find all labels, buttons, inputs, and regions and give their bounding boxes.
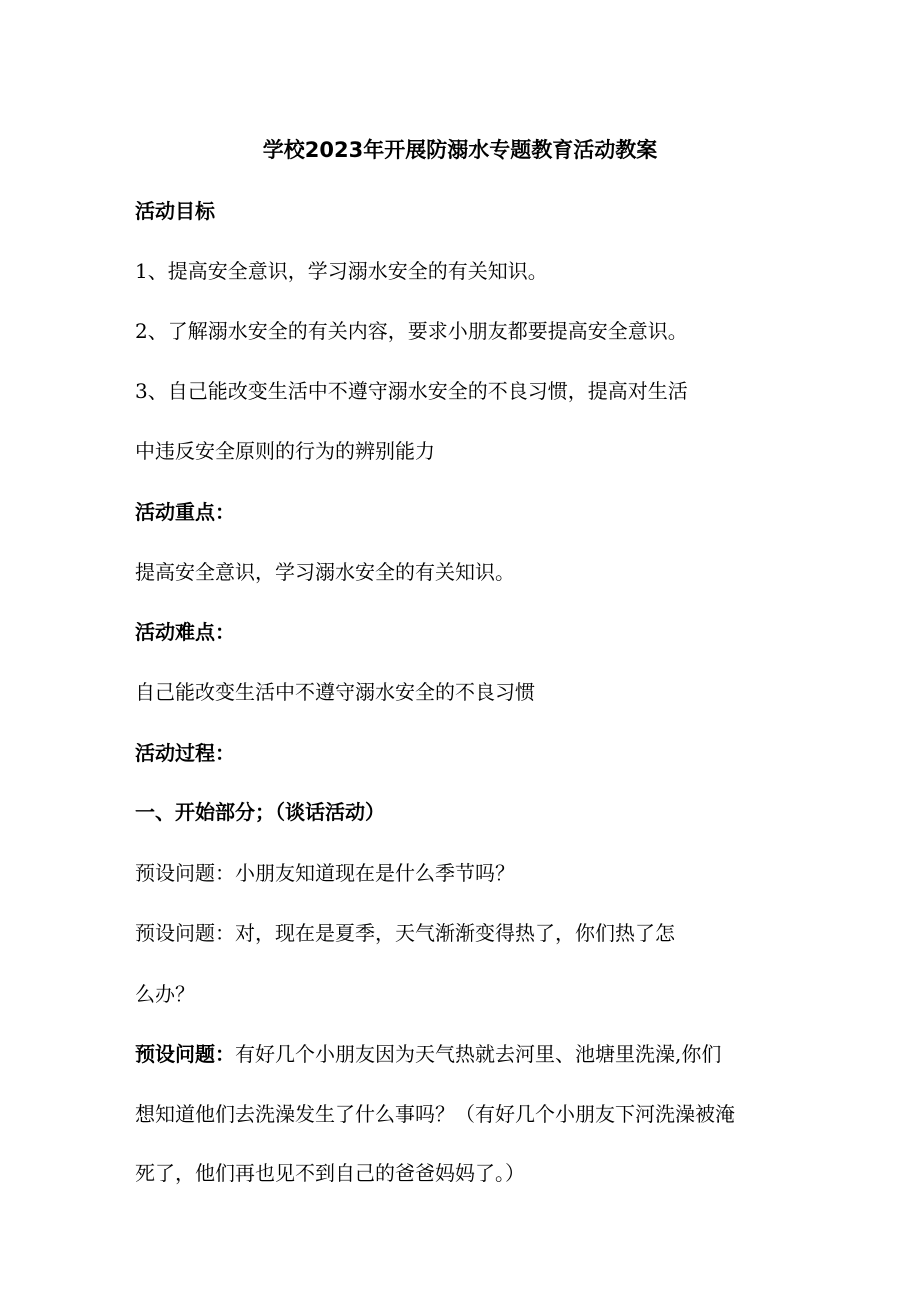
- question-3-line-1: [135, 1041, 721, 1067]
- question-3-line-3: 死了，他们再也见不到自己的爸爸妈妈了。）: [135, 1161, 525, 1185]
- goal-item-3-line-1: 3、自己能改变生活中不遵守溺水安全的不良习惯，提高对生活: [135, 379, 688, 403]
- question-1: 预设问题：小朋友知道现在是什么季节吗？: [135, 861, 515, 885]
- process-heading: 活动过程：: [135, 741, 235, 765]
- question-3-text-part-1: 有好几个小朋友因为天气热就去河里、池塘里洗澡,你们: [235, 1042, 722, 1066]
- question-3-label: 预设问题：: [135, 1042, 235, 1066]
- document-title: 学校2023年开展防溺水专题教育活动教案: [262, 138, 658, 162]
- key-point-text: 提高安全意识，学习溺水安全的有关知识。: [135, 560, 515, 584]
- question-2-line-2: 么办？: [135, 982, 195, 1006]
- goal-item-1: 1、提高安全意识，学习溺水安全的有关知识。: [135, 259, 548, 283]
- goals-heading: 活动目标: [135, 199, 215, 223]
- difficulty-text: 自己能改变生活中不遵守溺水安全的不良习惯: [135, 680, 535, 704]
- question-3-line-2: 想知道他们去洗澡发生了什么事吗？（有好几个小朋友下河洗澡被淹: [135, 1102, 735, 1126]
- key-point-heading: 活动重点：: [135, 500, 235, 524]
- goal-item-2: 2、了解溺水安全的有关内容，要求小朋友都要提高安全意识。: [135, 319, 688, 343]
- question-2-line-1: 预设问题：对，现在是夏季，天气渐渐变得热了，你们热了怎: [135, 921, 675, 945]
- goal-item-3-line-2: 中违反安全原则的行为的辨别能力: [135, 439, 435, 463]
- difficulty-heading: 活动难点：: [135, 620, 235, 644]
- part-one-heading: 一、开始部分；（谈话活动）: [135, 800, 385, 824]
